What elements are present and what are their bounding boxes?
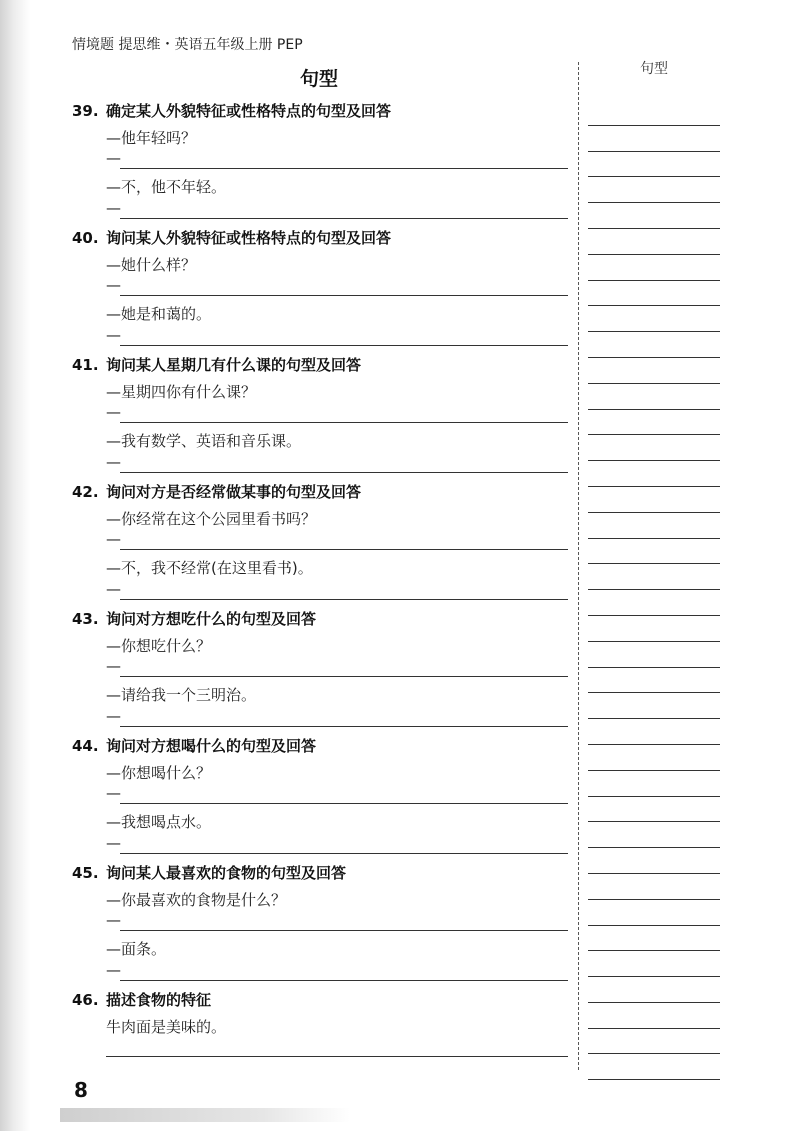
answer-line[interactable] xyxy=(106,530,568,552)
page-binding-shadow xyxy=(0,0,30,1131)
side-line[interactable] xyxy=(588,616,720,642)
exercise-item xyxy=(72,735,568,862)
side-line[interactable] xyxy=(588,719,720,745)
answer-line[interactable] xyxy=(106,403,568,425)
question-heading xyxy=(72,354,361,375)
side-line[interactable] xyxy=(588,539,720,565)
answer-rule xyxy=(120,422,568,423)
page-bottom-shadow xyxy=(60,1108,350,1122)
book-header: 情境题 提思维・英语五年级上册 PEP xyxy=(72,37,303,53)
answer-line[interactable] xyxy=(106,326,568,348)
side-line[interactable] xyxy=(588,822,720,848)
prompt-line: —不，我不经常(在这里看书)。 xyxy=(106,559,313,577)
prompt-line: —面条。 xyxy=(106,940,167,958)
question-number: 39. xyxy=(72,102,99,120)
question-number: 46. xyxy=(72,991,99,1009)
side-line[interactable] xyxy=(588,203,720,229)
prompt-line: —她是和蔼的。 xyxy=(106,305,212,323)
exercise-item xyxy=(72,100,568,227)
question-number: 43. xyxy=(72,610,99,628)
prompt-line: —我想喝点水。 xyxy=(106,813,212,831)
question-heading xyxy=(72,989,211,1010)
prompt-line: —我有数学、英语和音乐课。 xyxy=(106,432,302,450)
prompt-line: —他年轻吗？ xyxy=(106,129,197,147)
answer-rule xyxy=(120,980,568,981)
prompt-line: —她什么样？ xyxy=(106,256,197,274)
answer-dash: — xyxy=(106,784,121,802)
question-text: 询问某人外貌特征或性格特点的句型及回答 xyxy=(106,229,392,247)
exercise-item xyxy=(72,481,568,608)
side-line[interactable] xyxy=(588,797,720,823)
answer-rule xyxy=(120,472,568,473)
prompt-line: —你经常在这个公园里看书吗？ xyxy=(106,510,317,528)
side-line[interactable] xyxy=(588,100,720,126)
question-number: 44. xyxy=(72,737,99,755)
side-line[interactable] xyxy=(588,461,720,487)
answer-dash: — xyxy=(106,657,121,675)
side-column-title: 句型 xyxy=(640,61,668,77)
prompt-line: —你想吃什么？ xyxy=(106,637,212,655)
page-number: 8 xyxy=(74,1078,88,1102)
answer-rule xyxy=(120,930,568,931)
question-heading xyxy=(72,735,316,756)
answer-rule xyxy=(120,599,568,600)
side-line[interactable] xyxy=(588,874,720,900)
answer-dash: — xyxy=(106,580,121,598)
prompt-line: —请给我一个三明治。 xyxy=(106,686,257,704)
answer-rule xyxy=(120,218,568,219)
side-line[interactable] xyxy=(588,384,720,410)
side-line[interactable] xyxy=(588,745,720,771)
exercise-list xyxy=(72,100,568,1069)
answer-rule xyxy=(120,168,568,169)
answer-line[interactable] xyxy=(106,199,568,221)
answer-line[interactable] xyxy=(106,1037,568,1059)
question-text: 描述食物的特征 xyxy=(106,991,212,1009)
answer-rule xyxy=(120,726,568,727)
side-line[interactable] xyxy=(588,177,720,203)
answer-dash: — xyxy=(106,707,121,725)
question-text: 询问对方想喝什么的句型及回答 xyxy=(106,737,317,755)
exercise-item xyxy=(72,608,568,735)
answer-dash: — xyxy=(106,276,121,294)
answer-dash: — xyxy=(106,453,121,471)
side-line[interactable] xyxy=(588,281,720,307)
answer-rule xyxy=(120,345,568,346)
answer-line[interactable] xyxy=(106,657,568,679)
answer-line[interactable] xyxy=(106,149,568,171)
side-line[interactable] xyxy=(588,358,720,384)
side-line[interactable] xyxy=(588,771,720,797)
answer-dash: — xyxy=(106,961,121,979)
prompt-line: —你最喜欢的食物是什么？ xyxy=(106,891,287,909)
answer-line[interactable] xyxy=(106,707,568,729)
prompt-line: —星期四你有什么课？ xyxy=(106,383,257,401)
question-heading xyxy=(72,481,361,502)
answer-rule xyxy=(120,803,568,804)
side-line[interactable] xyxy=(588,435,720,461)
question-number: 41. xyxy=(72,356,99,374)
answer-line[interactable] xyxy=(106,580,568,602)
side-line[interactable] xyxy=(588,513,720,539)
answer-line[interactable] xyxy=(106,784,568,806)
answer-dash: — xyxy=(106,326,121,344)
answer-dash: — xyxy=(106,911,121,929)
page-title: 句型 xyxy=(300,68,339,90)
question-text: 询问对方想吃什么的句型及回答 xyxy=(106,610,317,628)
answer-rule xyxy=(120,295,568,296)
answer-line[interactable] xyxy=(106,961,568,983)
answer-line[interactable] xyxy=(106,834,568,856)
question-heading xyxy=(72,227,391,248)
question-text: 询问对方是否经常做某事的句型及回答 xyxy=(106,483,362,501)
side-line[interactable] xyxy=(588,926,720,952)
side-line[interactable] xyxy=(588,332,720,358)
answer-dash: — xyxy=(106,403,121,421)
answer-rule xyxy=(106,1056,568,1057)
question-heading xyxy=(72,608,316,629)
answer-dash: — xyxy=(106,834,121,852)
side-line[interactable] xyxy=(588,306,720,332)
side-line[interactable] xyxy=(588,255,720,281)
side-line[interactable] xyxy=(588,1054,720,1080)
side-line[interactable] xyxy=(588,977,720,1003)
answer-rule xyxy=(120,853,568,854)
side-line[interactable] xyxy=(588,1029,720,1055)
side-line[interactable] xyxy=(588,152,720,178)
side-line[interactable] xyxy=(588,487,720,513)
question-number: 40. xyxy=(72,229,99,247)
side-writing-lines[interactable] xyxy=(588,100,720,1080)
question-text: 确定某人外貌特征或性格特点的句型及回答 xyxy=(106,102,392,120)
exercise-item xyxy=(72,227,568,354)
question-heading xyxy=(72,100,391,121)
side-line[interactable] xyxy=(588,848,720,874)
answer-dash: — xyxy=(106,199,121,217)
column-divider xyxy=(578,62,579,1070)
answer-line[interactable] xyxy=(106,276,568,298)
answer-rule xyxy=(120,676,568,677)
side-line[interactable] xyxy=(588,951,720,977)
question-text: 询问某人最喜欢的食物的句型及回答 xyxy=(106,864,347,882)
question-heading xyxy=(72,862,346,883)
side-line[interactable] xyxy=(588,693,720,719)
side-line[interactable] xyxy=(588,1003,720,1029)
prompt-line: —你想喝什么？ xyxy=(106,764,212,782)
side-line[interactable] xyxy=(588,668,720,694)
answer-line[interactable] xyxy=(106,453,568,475)
side-line[interactable] xyxy=(588,642,720,668)
answer-rule xyxy=(120,549,568,550)
side-line[interactable] xyxy=(588,900,720,926)
question-number: 42. xyxy=(72,483,99,501)
answer-dash: — xyxy=(106,530,121,548)
prompt-line: —不，他不年轻。 xyxy=(106,178,227,196)
answer-line[interactable] xyxy=(106,911,568,933)
question-number: 45. xyxy=(72,864,99,882)
answer-dash: — xyxy=(106,149,121,167)
exercise-item xyxy=(72,354,568,481)
question-text: 询问某人星期几有什么课的句型及回答 xyxy=(106,356,362,374)
side-line[interactable] xyxy=(588,126,720,152)
side-line[interactable] xyxy=(588,564,720,590)
exercise-item xyxy=(72,989,568,1069)
side-line[interactable] xyxy=(588,229,720,255)
side-line[interactable] xyxy=(588,590,720,616)
exercise-item xyxy=(72,862,568,989)
prompt-line: 牛肉面是美味的。 xyxy=(106,1018,227,1036)
side-line[interactable] xyxy=(588,410,720,436)
